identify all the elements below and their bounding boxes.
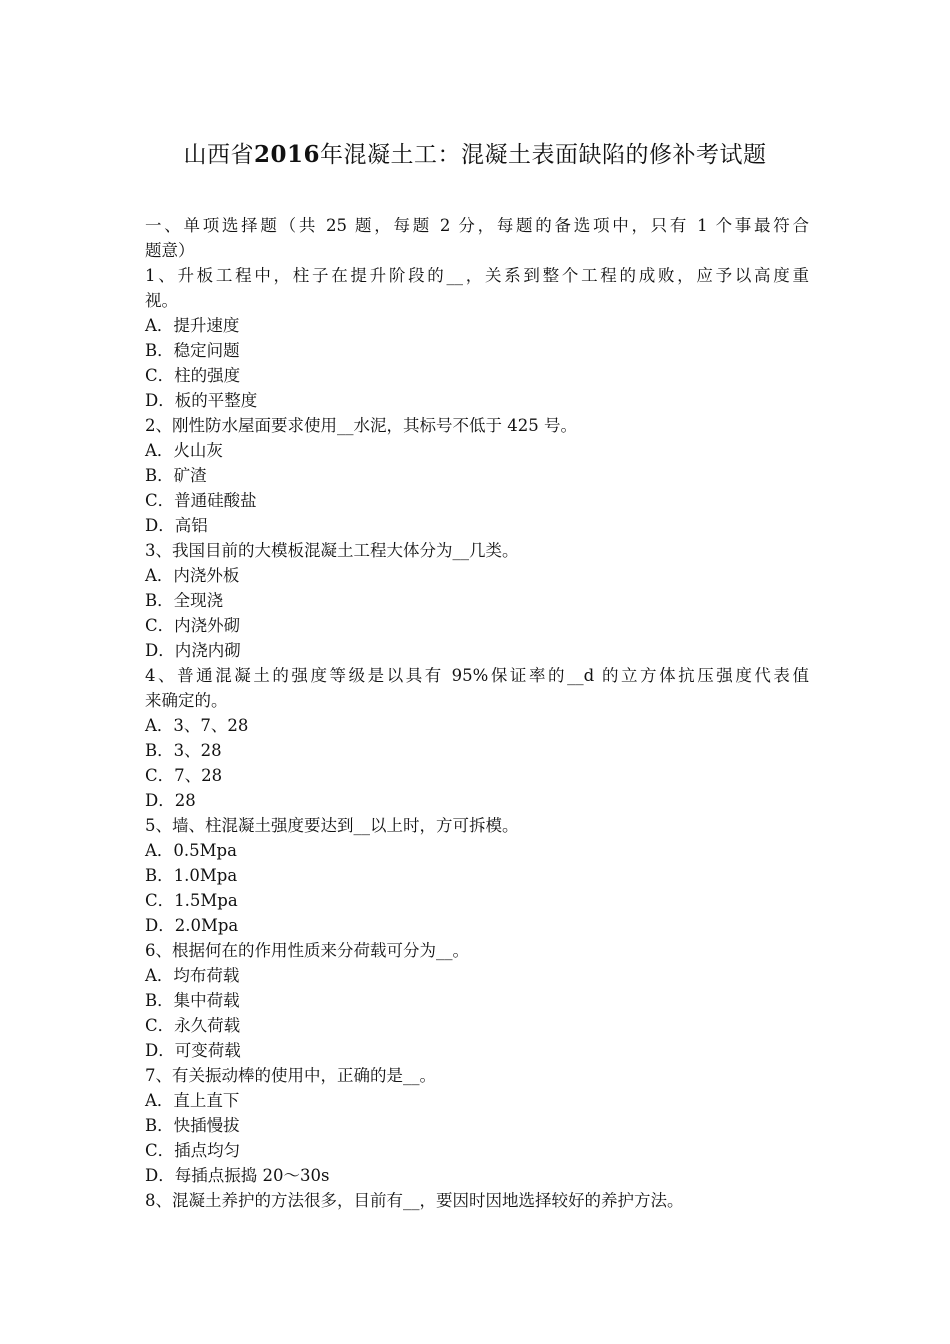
question-3-option-a: A．内浇外板 xyxy=(145,566,240,585)
page-title xyxy=(0,136,950,169)
section-heading: 一、单项选择题（共 25 题，每题 2 分，每题的备选项中，只有 1 个事最符合 xyxy=(145,216,809,235)
question-7-option-a: A．直上直下 xyxy=(145,1091,240,1110)
question-6-option-a: A．均布荷载 xyxy=(145,966,240,985)
question-3-option-d: D．内浇内砌 xyxy=(145,641,241,660)
section-heading-tail: 题意） xyxy=(145,241,195,260)
question-1-option-c: C．柱的强度 xyxy=(145,366,241,385)
question-2-option-d: D．高铝 xyxy=(145,516,208,535)
question-3-stem: 3、我国目前的大模板混凝土工程大体分为__几类。 xyxy=(145,541,519,560)
question-7-option-c: C．插点均匀 xyxy=(145,1141,241,1160)
question-4-option-c: C．7、28 xyxy=(145,766,223,785)
question-7-option-d: D．每插点振捣 20～30s xyxy=(145,1166,330,1185)
question-8-stem: 8、混凝土养护的方法很多，目前有__，要因时因地选择较好的养护方法。 xyxy=(145,1191,684,1210)
question-2-option-a: A．火山灰 xyxy=(145,441,223,460)
title-suffix: 年混凝土工：混凝土表面缺陷的修补考试题 xyxy=(320,142,767,168)
question-5-option-a: A．0.5Mpa xyxy=(145,841,237,860)
question-1-stem: 1、升板工程中，柱子在提升阶段的__，关系到整个工程的成败，应予以高度重 xyxy=(145,266,809,285)
question-2-option-c: C．普通硅酸盐 xyxy=(145,491,257,510)
question-4-stem-tail: 来确定的。 xyxy=(145,691,228,710)
question-5-option-c: C．1.5Mpa xyxy=(145,891,238,910)
question-2-stem: 2、刚性防水屋面要求使用__水泥，其标号不低于 425 号。 xyxy=(145,416,577,435)
question-4-option-a: A．3、7、28 xyxy=(145,716,249,735)
question-6-option-d: D．可变荷载 xyxy=(145,1041,241,1060)
question-4-option-d: D．28 xyxy=(145,791,196,810)
question-6-stem: 6、根据何在的作用性质来分荷载可分为__。 xyxy=(145,941,469,960)
question-5-stem: 5、墙、柱混凝土强度要达到__以上时，方可拆模。 xyxy=(145,816,519,835)
question-7-stem: 7、有关振动棒的使用中，正确的是__。 xyxy=(145,1066,436,1085)
question-4-option-b: B．3、28 xyxy=(145,741,222,760)
title-prefix: 山西省 xyxy=(183,142,254,168)
question-6-option-b: B．集中荷载 xyxy=(145,991,240,1010)
document-body xyxy=(145,213,809,1213)
question-5-option-b: B．1.0Mpa xyxy=(145,866,238,885)
question-2-option-b: B．矿渣 xyxy=(145,466,207,485)
question-1-option-b: B．稳定问题 xyxy=(145,341,240,360)
question-1-option-a: A．提升速度 xyxy=(145,316,240,335)
question-3-option-b: B．全现浇 xyxy=(145,591,224,610)
question-7-option-b: B．快插慢拔 xyxy=(145,1116,240,1135)
question-3-option-c: C．内浇外砌 xyxy=(145,616,241,635)
title-year: 2016 xyxy=(253,141,320,168)
question-1-stem-tail: 视。 xyxy=(145,291,178,310)
question-6-option-c: C．永久荷载 xyxy=(145,1016,241,1035)
question-4-stem: 4、普通混凝土的强度等级是以具有 95%保证率的__d 的立方体抗压强度代表值 xyxy=(145,666,809,685)
question-5-option-d: D．2.0Mpa xyxy=(145,916,239,935)
question-1-option-d: D．板的平整度 xyxy=(145,391,258,410)
